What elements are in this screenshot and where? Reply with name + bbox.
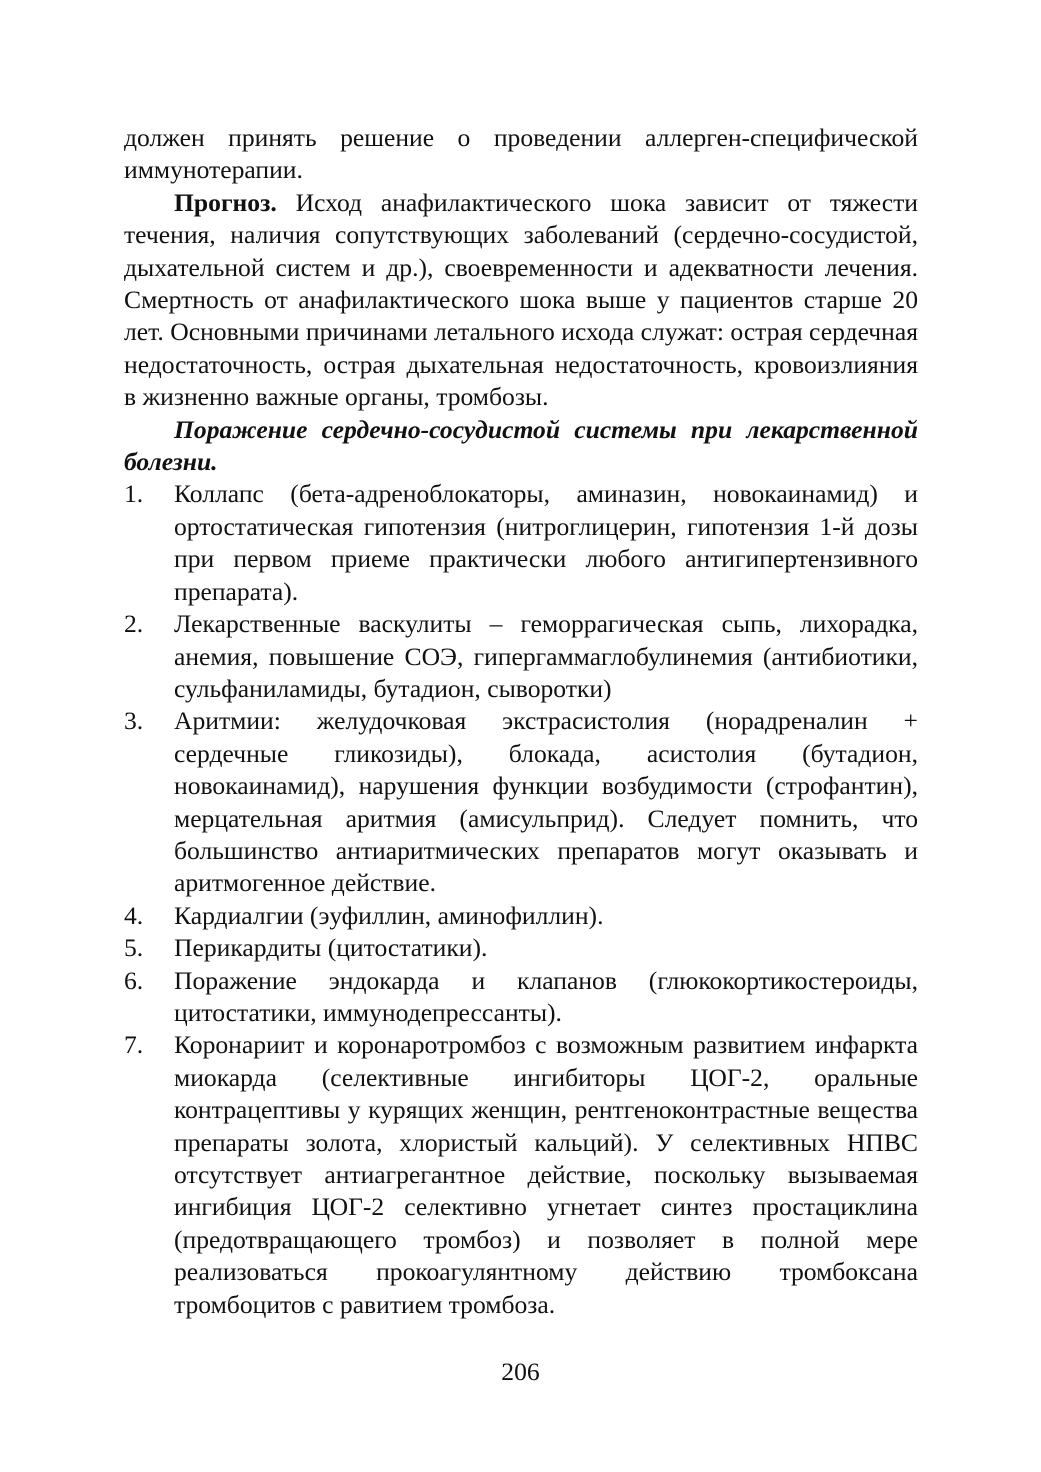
- list-item-number: 6.: [124, 965, 144, 995]
- list-item: [124, 705, 918, 899]
- list-item-number: 3.: [124, 706, 144, 736]
- list-item: [124, 608, 918, 705]
- list-item-number: 7.: [124, 1030, 144, 1060]
- list-item-number: 4.: [124, 900, 144, 930]
- continuation-paragraph: должен принять решение о проведении аллерген-специфической иммунотерапии.: [124, 123, 918, 185]
- list-item: [124, 478, 918, 608]
- list-item-text: Перикардиты (цитостатики).: [174, 933, 488, 963]
- list-item-text: Коронариит и коронаротромбоз с возможным развитием инфаркта миокарда (селективные ингибиторы ЦОГ-2, оральные контрацептивы у курящих женщин, рентгеноконтрастные вещества препараты золота, хлористый кальций). У селективных НПВС отсутствует антиагрегантное действие, поскольку вызываемая ингибиция ЦОГ-2 селективно угнетает синтез простациклина (предотвращающего тромбоз) и позволяет в полной мере реализоваться прокоагулянтному действию тромбоксана тромбоцитов с равитием тромбоза.: [174, 1030, 918, 1319]
- page-body: [124, 122, 918, 1321]
- list-item: [124, 1029, 918, 1321]
- list-item-number: 5.: [124, 933, 144, 963]
- list-item-number: 2.: [124, 609, 144, 639]
- list-item-text: Поражение эндокарда и клапанов (глюкокортикостероиды, цитостатики, иммунодепрессанты).: [174, 965, 918, 1027]
- list-item-number: 1.: [124, 479, 144, 509]
- list-item-text: Коллапс (бета-адреноблокаторы, аминазин, новокаинамид) и ортостатическая гипотензия (нитроглицерин, гипотензия 1-й дозы при первом приеме практически любого антигипертензивного препарата).: [174, 479, 918, 606]
- list-item: [124, 900, 918, 932]
- list-item: [124, 965, 918, 1030]
- list-item-text: Кардиалгии (эуфиллин, аминофиллин).: [174, 900, 604, 930]
- prognosis-text: Исход анафилактического шока зависит от тяжести течения, наличия сопутствующих заболеваний (сердечно-сосудистой, дыхательной систем и др.), своевременности и адекватности лечения. Смертность от анафилактического шока выше у пациентов старше 20 лет. Основными причинами летального исхода служат: острая сердечная недостаточность, острая дыхательная недостаточность, кровоизлияния в жизненно важные органы, тромбозы.: [124, 187, 918, 412]
- prognosis-paragraph: [124, 187, 918, 414]
- list-item-text: Лекарственные васкулиты – геморрагическая сыпь, лихорадка, анемия, повышение СОЭ, гипергаммаглобулинемия (антибиотики, сульфаниламиды, бутадион, сыворотки): [174, 609, 918, 703]
- numbered-list: [124, 478, 918, 1321]
- list-item: [124, 932, 918, 964]
- page-number: 206: [501, 1357, 540, 1386]
- section-heading: Поражение сердечно-сосудистой системы при лекарственной болезни.: [124, 414, 918, 477]
- list-item-text: Аритмии: желудочковая экстрасистолия (норадреналин + сердечные гликозиды), блокада, асистолия (бутадион, новокаинамид), нарушения функции возбудимости (строфантин), мерцательная аритмия (амисульприд). Следует помнить, что большинство антиаритмических препаратов могут оказывать и аритмогенное действие.: [174, 706, 918, 898]
- prognosis-lead: Прогноз.: [174, 187, 277, 217]
